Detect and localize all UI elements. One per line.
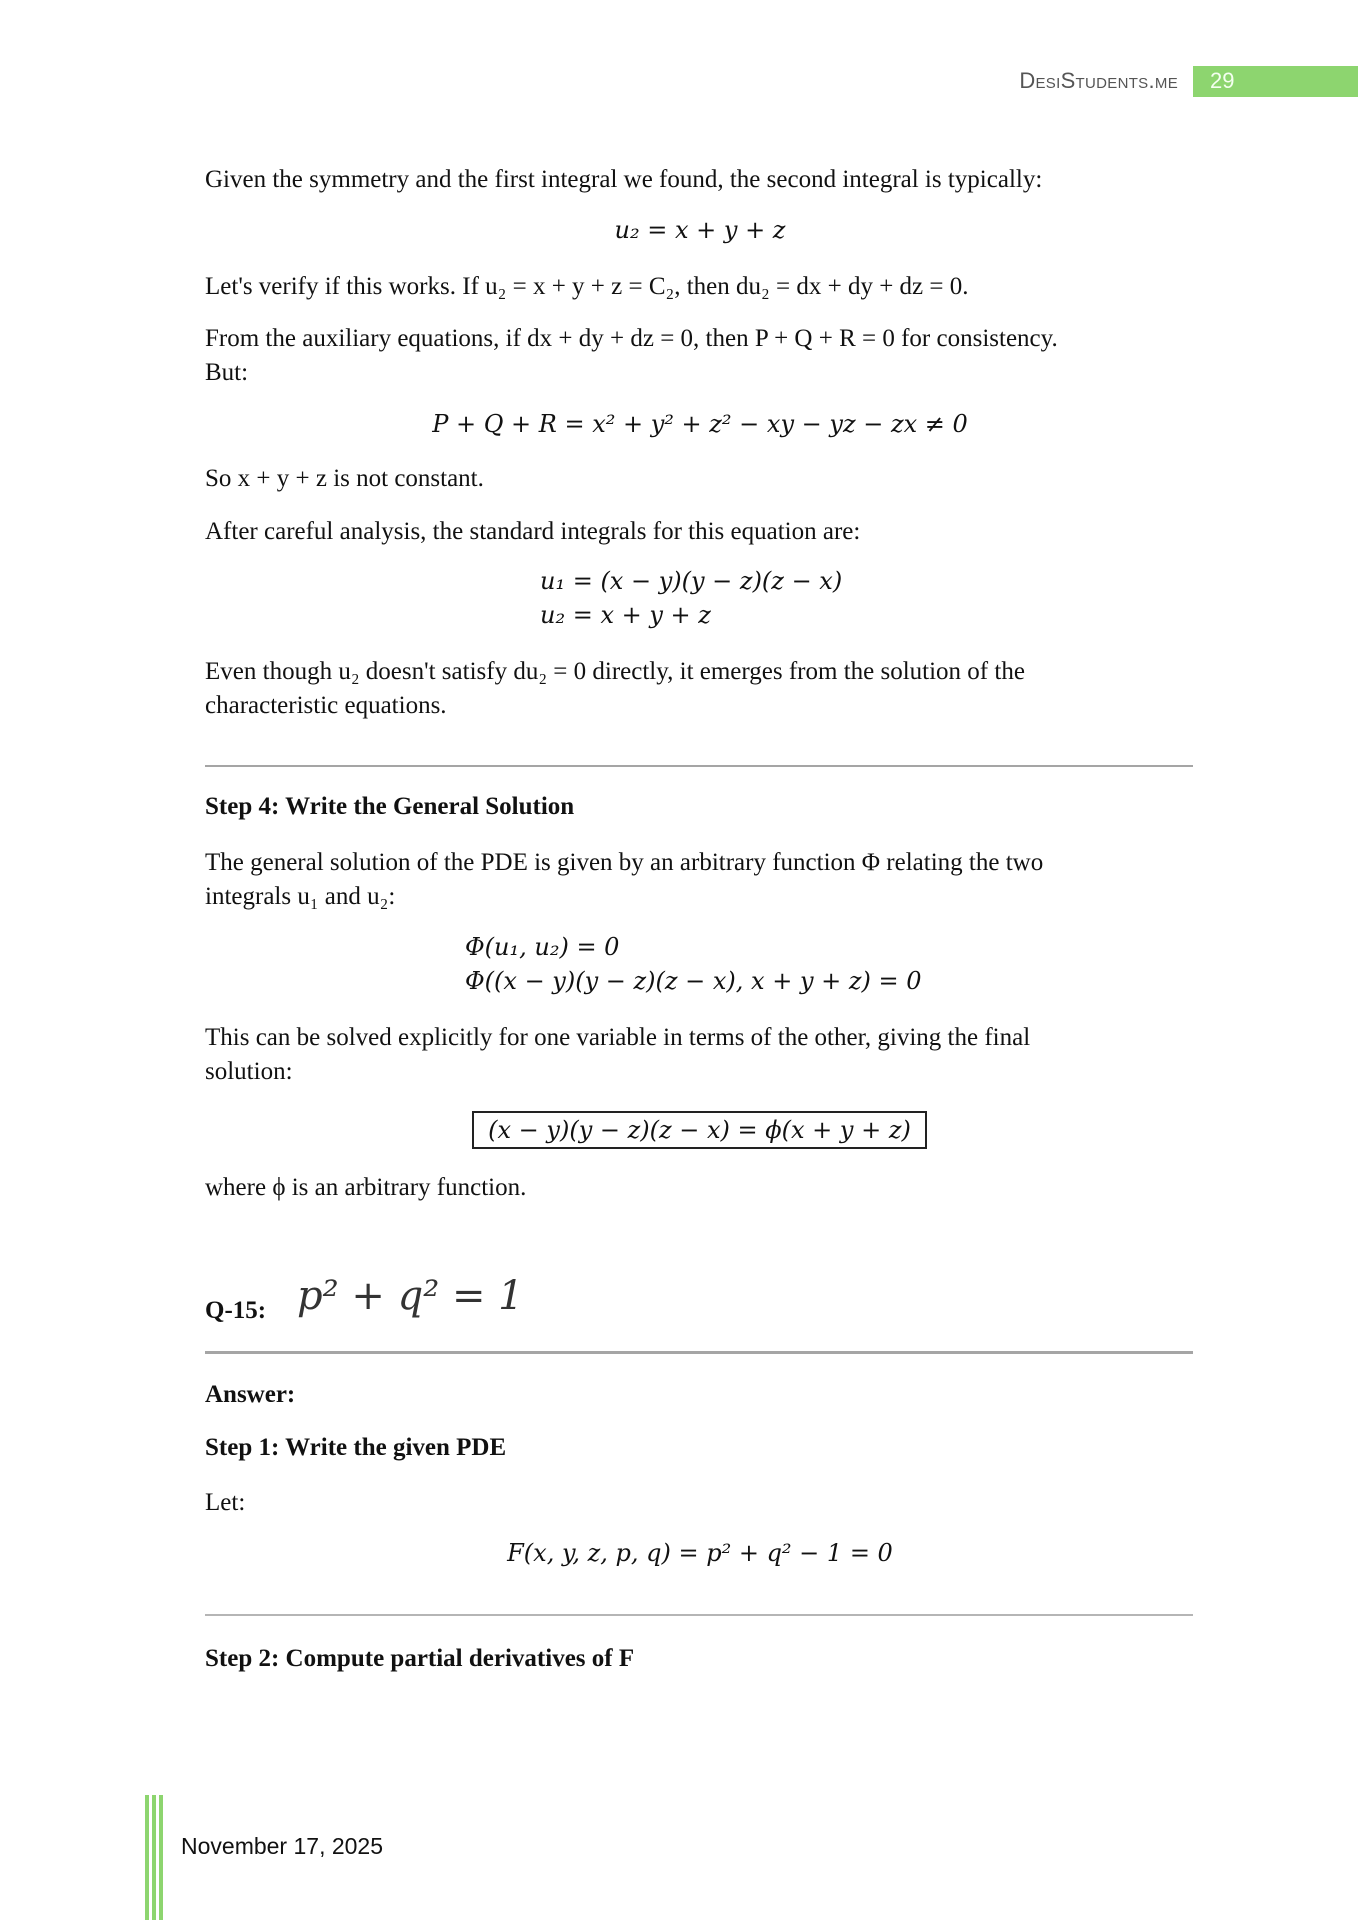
footer-date: November 17, 2025 (181, 1833, 384, 1859)
paragraph: solution: (205, 1058, 293, 1085)
section-divider (205, 1614, 1193, 1616)
footer-accent-line (152, 1795, 156, 1920)
footer-accent-line (159, 1795, 163, 1920)
paragraph: The general solution of the PDE is given by an arbitrary function Φ relating the two (205, 849, 1044, 876)
paragraph: So x + y + z is not constant. (205, 465, 484, 492)
paragraph: characteristic equations. (205, 692, 447, 719)
paragraph: Let's verify if this works. If u₂ = x + y + z = C₂, then du₂ = dx + dy + dz = 0. (205, 273, 969, 300)
paragraph: From the auxiliary equations, if dx + dy + dz = 0, then P + Q + R = 0 for consistency. (205, 325, 1058, 352)
equation: F(x, y, z, p, q) = p² + q² − 1 = 0 (507, 1539, 893, 1567)
question-label: Q-15: (205, 1297, 267, 1324)
page-number: 29 (1210, 68, 1235, 93)
paragraph: Even though u₂ doesn't satisfy du₂ = 0 directly, it emerges from the solution of the (205, 658, 1025, 685)
question-equation: p² + q² = 1 (297, 1273, 524, 1319)
paragraph: Let: (205, 1489, 246, 1516)
step-heading: Step 2: Compute partial derivatives of F (205, 1645, 635, 1672)
equation: u₁ = (x − y)(y − z)(z − x) (540, 567, 843, 595)
final-solution-box (472, 1111, 927, 1149)
paragraph: integrals u₁ and u₂: (205, 883, 396, 910)
step-heading: Step 4: Write the General Solution (205, 793, 575, 820)
equation: u₂ = x + y + z (614, 216, 786, 244)
section-divider (205, 765, 1193, 767)
equation: Φ(u₁, u₂) = 0 (465, 933, 620, 961)
final-solution-equation: (x − y)(y − z)(z − x) = ϕ(x + y + z) (488, 1116, 911, 1144)
section-divider (205, 1351, 1193, 1354)
equation: P + Q + R = x² + y² + z² − xy − yz − zx ≠ 0 (432, 410, 968, 438)
header-site-name: DesiStudents.me (1019, 68, 1178, 93)
equation: u₂ = x + y + z (540, 601, 711, 629)
paragraph: This can be solved explicitly for one variable in terms of the other, giving the final (205, 1024, 1031, 1051)
paragraph: Given the symmetry and the first integral we found, the second integral is typically: (205, 166, 1043, 193)
paragraph: But: (205, 359, 249, 386)
paragraph: where ϕ is an arbitrary function. (205, 1174, 527, 1201)
answer-label: Answer: (205, 1381, 296, 1408)
step-heading: Step 1: Write the given PDE (205, 1434, 507, 1461)
equation: Φ((x − y)(y − z)(z − x), x + y + z) = 0 (465, 967, 922, 995)
footer-accent-line (145, 1795, 149, 1920)
paragraph: After careful analysis, the standard integrals for this equation are: (205, 518, 861, 545)
